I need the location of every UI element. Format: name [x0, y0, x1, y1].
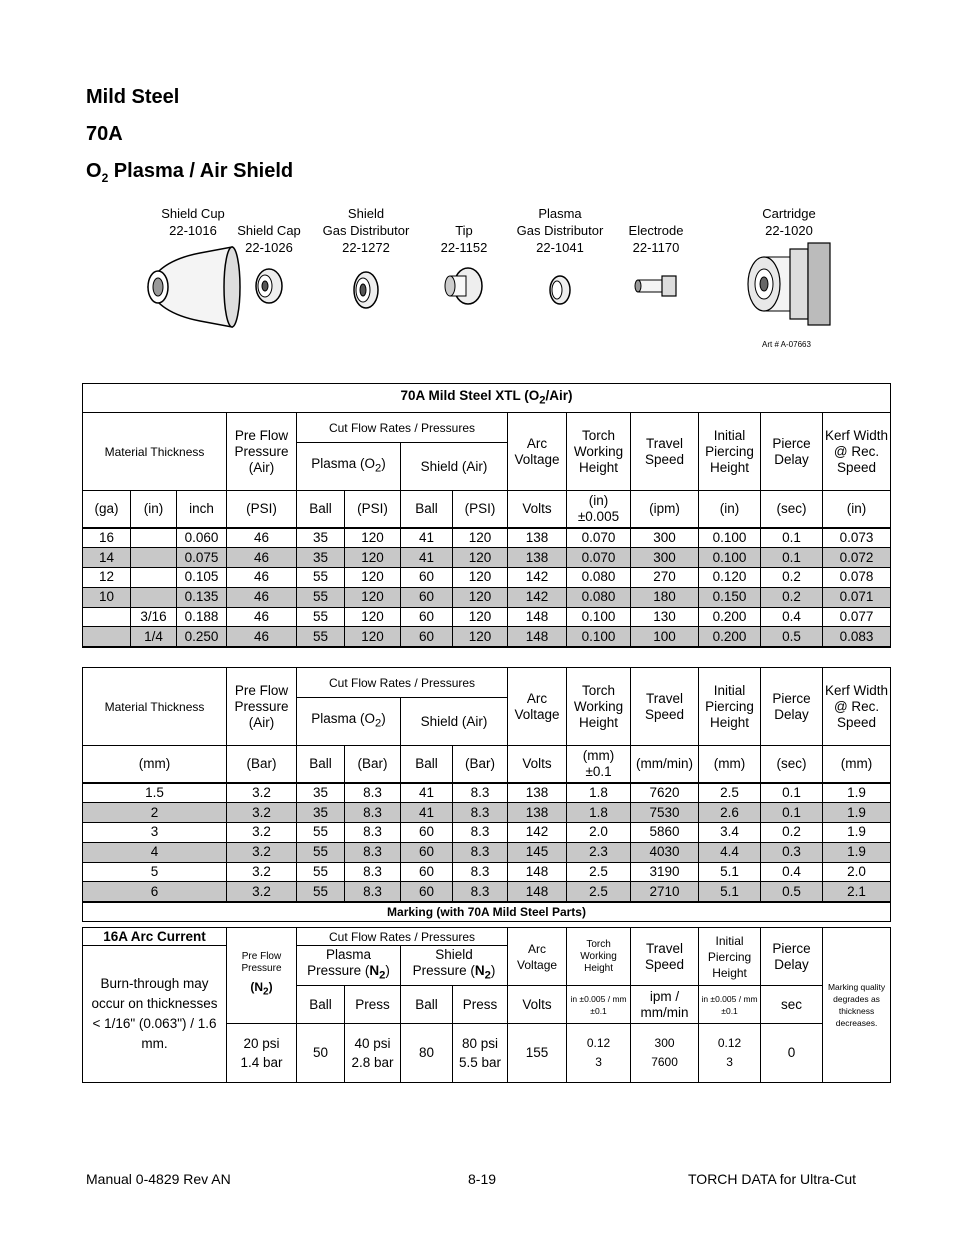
shield-gas-distributor-drawing — [318, 256, 414, 318]
table-cell: 0.135 — [177, 587, 227, 607]
unit-cell: (PSI) — [345, 491, 401, 528]
part-name: Shield Cap — [237, 223, 301, 238]
marking-travel-speed-header: Travel Speed — [631, 928, 699, 986]
header-torch-height: Torch Working Height — [567, 413, 631, 491]
value-press1: 40 psi 2.8 bar — [345, 1024, 401, 1083]
marking-title: Marking (with 70A Mild Steel Parts) — [83, 902, 891, 921]
table-row — [83, 607, 891, 627]
table-cell: 55 — [297, 607, 345, 627]
table-cell: 0.075 — [177, 548, 227, 568]
table-cell: 145 — [508, 842, 567, 862]
table-cell: 60 — [401, 882, 453, 902]
unit-cell: (Bar) — [453, 746, 508, 783]
table-cell: 35 — [297, 783, 345, 803]
table-row — [83, 783, 891, 803]
consumable-parts — [0, 205, 954, 350]
table-cell: 8.3 — [453, 803, 508, 823]
table-cell: 41 — [401, 783, 453, 803]
unit-press: Press — [453, 986, 508, 1024]
table-cell: 12 — [83, 568, 131, 588]
table-cell: 1.9 — [823, 803, 891, 823]
table-cell: 7530 — [631, 803, 699, 823]
footer-manual: Manual 0-4829 Rev AN — [86, 1171, 231, 1187]
shield-top-label: Shield — [435, 947, 473, 963]
table-cell: 148 — [508, 862, 567, 882]
unit-cell: (mm/min) — [631, 746, 699, 783]
table-cell: 0.1 — [761, 783, 823, 803]
table-cell: 1.8 — [567, 783, 631, 803]
pre-flow-label: Pre Flow Pressure — [241, 950, 282, 974]
table-cell: 0.080 — [567, 568, 631, 588]
table-cell: 0.070 — [567, 528, 631, 548]
marking-initial-piercing-header: Initial Piercing Height — [699, 928, 761, 986]
part-plasma-gas-distributor — [512, 205, 608, 318]
table-cell: 3190 — [631, 862, 699, 882]
table-cell: 3.2 — [227, 842, 297, 862]
table-cell: 2.0 — [823, 862, 891, 882]
marking-torch-height-header: Torch Working Height — [567, 928, 631, 986]
header-plasma: Plasma $(O_2)$ — [297, 698, 401, 746]
table-row — [83, 862, 891, 882]
table-cell: 100 — [631, 627, 699, 647]
table-cell: 0.5 — [761, 882, 823, 902]
table-cell: 0.1 — [761, 548, 823, 568]
pre-flow-gas: $(N_2)$ — [250, 979, 273, 998]
unit-pierce: in ±0.005 / mm ±0.1 — [699, 986, 761, 1024]
unit-torch: in ±0.005 / mm ±0.1 — [567, 986, 631, 1024]
table-row — [83, 627, 891, 647]
unit-ball: Ball — [297, 986, 345, 1024]
part-name-2: Gas Distributor — [322, 223, 410, 238]
table-row — [83, 803, 891, 823]
marking-pierce-delay-header: Pierce Delay — [761, 928, 823, 986]
table-cell: 55 — [297, 862, 345, 882]
table2-data — [83, 783, 891, 903]
table-cell: 46 — [227, 548, 297, 568]
table-cell: 0.078 — [823, 568, 891, 588]
table-row — [83, 568, 891, 588]
table-cell: 148 — [508, 627, 567, 647]
header-initial-piercing: Initial Piercing Height — [699, 413, 761, 491]
table-cell: 138 — [508, 528, 567, 548]
unit-cell: inch — [177, 491, 227, 528]
table-cell: 4030 — [631, 842, 699, 862]
table-cell: 3.2 — [227, 803, 297, 823]
part-number: 22-1016 — [169, 223, 217, 238]
table-cell: 0.150 — [699, 587, 761, 607]
part-tip — [434, 222, 494, 318]
unit-cell: Ball — [401, 746, 453, 783]
table-cell: 8.3 — [453, 823, 508, 843]
table-cell: 2 — [83, 803, 227, 823]
table-cell: 120 — [453, 587, 508, 607]
value-speed: 300 7600 — [631, 1024, 699, 1083]
part-name: Shield — [347, 206, 385, 221]
header-torch-height: Torch Working Height — [567, 668, 631, 746]
table-cell: 120 — [453, 548, 508, 568]
table-cell: 1.8 — [567, 803, 631, 823]
table-cell: 4.4 — [699, 842, 761, 862]
value-delay: 0 — [761, 1024, 823, 1083]
title-amperage: 70A — [86, 123, 123, 145]
table-cell: 60 — [401, 862, 453, 882]
table-cell: 0.5 — [761, 627, 823, 647]
part-name: Plasma — [538, 206, 582, 221]
table-cell — [131, 568, 177, 588]
table-cell: 60 — [401, 607, 453, 627]
table-cell: 35 — [297, 528, 345, 548]
unit-cell: Volts — [508, 491, 567, 528]
table-cell: 2.5 — [567, 862, 631, 882]
table-cell: 4 — [83, 842, 227, 862]
table-cell: 8.3 — [345, 842, 401, 862]
table-cell: 10 — [83, 587, 131, 607]
table-cell: 0.1 — [761, 528, 823, 548]
table-cell: 46 — [227, 528, 297, 548]
unit-cell: (ipm) — [631, 491, 699, 528]
unit-cell: Ball — [401, 491, 453, 528]
table-cell: 46 — [227, 627, 297, 647]
table-cell: 2710 — [631, 882, 699, 902]
part-shield-gas-distributor — [318, 205, 414, 318]
unit-cell: (mm) — [823, 746, 891, 783]
table-row — [83, 823, 891, 843]
table-cell: 55 — [297, 568, 345, 588]
table-cell: 148 — [508, 882, 567, 902]
header-material-thickness: Material Thickness — [83, 668, 227, 746]
unit-cell: (sec) — [761, 746, 823, 783]
header-material-thickness: Material Thickness — [83, 413, 227, 491]
table-row — [83, 528, 891, 548]
table-cell: 6 — [83, 882, 227, 902]
table-cell: 120 — [345, 528, 401, 548]
table-cell — [83, 607, 131, 627]
header-pre-flow: Pre Flow Pressure (Air) — [227, 668, 297, 746]
table-row — [83, 842, 891, 862]
table-cell: 16 — [83, 528, 131, 548]
table-cell: 1.9 — [823, 842, 891, 862]
table-cell: 120 — [453, 607, 508, 627]
unit-cell: (in) — [823, 491, 891, 528]
cartridge-drawing — [740, 239, 838, 334]
table-cell: 60 — [401, 587, 453, 607]
table-cell: 55 — [297, 882, 345, 902]
plasma-gas-distributor-drawing — [512, 256, 608, 318]
table-marking — [82, 927, 891, 1083]
table-cell — [83, 627, 131, 647]
table-cell: 55 — [297, 627, 345, 647]
table-cell: 0.200 — [699, 627, 761, 647]
table-cell: 35 — [297, 803, 345, 823]
table-cell: 120 — [345, 568, 401, 588]
table-cell: 1.9 — [823, 823, 891, 843]
units-row — [83, 746, 891, 783]
art-number: Art # A-07663 — [762, 340, 811, 349]
table-cell: 0.100 — [699, 528, 761, 548]
part-number: 22-1020 — [765, 223, 813, 238]
table-cell: 3 — [83, 823, 227, 843]
table-cell: 0.1 — [761, 803, 823, 823]
unit-cell: (mm) — [83, 746, 227, 783]
header-arc-voltage: Arc Voltage — [508, 413, 567, 491]
tip-drawing — [434, 256, 494, 318]
table-cell: 0.100 — [567, 627, 631, 647]
header-travel-speed: Travel Speed — [631, 413, 699, 491]
table-cell: 8.3 — [345, 823, 401, 843]
table-cell: 142 — [508, 568, 567, 588]
electrode-drawing — [626, 256, 686, 318]
table-cell: 2.5 — [567, 882, 631, 902]
table-cell: 2.5 — [699, 783, 761, 803]
unit-sec: sec — [761, 986, 823, 1024]
unit-ball: Ball — [401, 986, 453, 1024]
table-cell: 120 — [453, 568, 508, 588]
table-row — [83, 548, 891, 568]
table-cell: 8.3 — [345, 862, 401, 882]
header-plasma: Plasma $(O_2)$ — [297, 443, 401, 491]
part-cartridge — [740, 205, 838, 334]
table-cell: 138 — [508, 548, 567, 568]
table-cell: 3.2 — [227, 823, 297, 843]
table-cell: 0.120 — [699, 568, 761, 588]
table-cell: 0.070 — [567, 548, 631, 568]
marking-quality-note: Marking quality degrades as thickness decreases. — [823, 928, 891, 1083]
header-kerf-width: Kerf Width @ Rec. Speed — [823, 413, 891, 491]
table-cell: 60 — [401, 842, 453, 862]
table1-title: 70A Mild Steel XTL $(O_2/Air)$ — [83, 384, 891, 413]
table-cell: 3.2 — [227, 862, 297, 882]
table-cell: 0.250 — [177, 627, 227, 647]
table-cell: 8.3 — [345, 803, 401, 823]
unit-volts: Volts — [508, 986, 567, 1024]
table-cell: 46 — [227, 587, 297, 607]
table-cell: 0.2 — [761, 587, 823, 607]
part-number: 22-1152 — [440, 240, 488, 255]
table-cell: 8.3 — [453, 842, 508, 862]
table-cell: 8.3 — [345, 783, 401, 803]
part-name: Shield Cup — [161, 206, 225, 221]
table-imperial — [82, 383, 891, 648]
header-travel-speed: Travel Speed — [631, 668, 699, 746]
burn-through-note: Burn-through may occur on thicknesses < 1/16" (0.063") / 1.6 mm. — [83, 946, 227, 1083]
header-pierce-delay: Pierce Delay — [761, 668, 823, 746]
units-row — [83, 491, 891, 528]
table-cell: 1.5 — [83, 783, 227, 803]
table-cell: 5.1 — [699, 862, 761, 882]
table-cell: 41 — [401, 803, 453, 823]
table-cell: 0.2 — [761, 823, 823, 843]
table-cell: 0.188 — [177, 607, 227, 627]
table-cell: 0.060 — [177, 528, 227, 548]
table-cell: 5 — [83, 862, 227, 882]
table-cell: 46 — [227, 607, 297, 627]
table-cell: 0.100 — [567, 607, 631, 627]
unit-cell: (ga) — [83, 491, 131, 528]
table-cell: 130 — [631, 607, 699, 627]
table-cell: 2.0 — [567, 823, 631, 843]
table-cell — [131, 548, 177, 568]
table-cell: 120 — [345, 548, 401, 568]
unit-speed: ipm / mm/min — [631, 986, 699, 1024]
table-cell: 138 — [508, 803, 567, 823]
table-cell: 300 — [631, 548, 699, 568]
table-cell: 120 — [345, 607, 401, 627]
table-cell: 3.2 — [227, 783, 297, 803]
unit-cell: Volts — [508, 746, 567, 783]
table-cell: 8.3 — [453, 783, 508, 803]
table1-data — [83, 528, 891, 648]
unit-cell: (mm) — [699, 746, 761, 783]
part-electrode — [626, 222, 686, 318]
value-press2: 80 psi 5.5 bar — [453, 1024, 508, 1083]
unit-press: Press — [345, 986, 401, 1024]
table-cell: 0.073 — [823, 528, 891, 548]
table-cell: 300 — [631, 528, 699, 548]
table-cell: 41 — [401, 548, 453, 568]
table-cell: 0.4 — [761, 862, 823, 882]
part-number: 22-1170 — [632, 240, 680, 255]
unit-cell: (Bar) — [345, 746, 401, 783]
marking-shield-header — [401, 946, 508, 986]
table-cell: 0.4 — [761, 607, 823, 627]
table-cell: 138 — [508, 783, 567, 803]
value-pierce: 0.12 3 — [699, 1024, 761, 1083]
table-cell: 5.1 — [699, 882, 761, 902]
value-volts: 155 — [508, 1024, 567, 1083]
table-cell — [131, 587, 177, 607]
table-cell: 14 — [83, 548, 131, 568]
table-cell: 2.3 — [567, 842, 631, 862]
part-name-2: Gas Distributor — [516, 223, 604, 238]
table-cell: 2.1 — [823, 882, 891, 902]
marking-arc-voltage-header: Arc Voltage — [508, 928, 567, 986]
table-cell: 120 — [345, 627, 401, 647]
table-cell: 8.3 — [453, 882, 508, 902]
table-cell: 142 — [508, 823, 567, 843]
title-gas: $O_2$ Plasma / Air Shield — [86, 160, 294, 185]
header-initial-piercing: Initial Piercing Height — [699, 668, 761, 746]
table-cell: 0.083 — [823, 627, 891, 647]
value-torch: 0.12 3 — [567, 1024, 631, 1083]
shield-bottom-label: Pressure $(N_2)$ — [412, 963, 496, 982]
table-cell: 0.105 — [177, 568, 227, 588]
header-cut-flow: Cut Flow Rates / Pressures — [297, 413, 508, 443]
table-metric — [82, 667, 891, 922]
unit-cell: (PSI) — [453, 491, 508, 528]
table-cell: 1/4 — [131, 627, 177, 647]
table-cell: 148 — [508, 607, 567, 627]
table-cell: 60 — [401, 627, 453, 647]
table-cell: 8.3 — [345, 882, 401, 902]
arc-current-label: 16A Arc Current — [83, 928, 227, 946]
table-cell: 41 — [401, 528, 453, 548]
table-cell: 0.100 — [699, 548, 761, 568]
header-shield: Shield (Air) — [401, 698, 508, 746]
table-cell: 120 — [345, 587, 401, 607]
unit-cell: (Bar) — [227, 746, 297, 783]
table-cell: 120 — [453, 528, 508, 548]
table-cell: 0.200 — [699, 607, 761, 627]
table-cell: 3.4 — [699, 823, 761, 843]
table-cell: 180 — [631, 587, 699, 607]
table-cell: 2.6 — [699, 803, 761, 823]
value-pre-flow: 20 psi 1.4 bar — [227, 1024, 297, 1083]
table-cell: 0.2 — [761, 568, 823, 588]
table-cell: 46 — [227, 568, 297, 588]
shield-cap-drawing — [232, 256, 306, 318]
part-name: Electrode — [628, 223, 684, 238]
unit-cell: (PSI) — [227, 491, 297, 528]
title-material: Mild Steel — [86, 86, 180, 108]
table-cell: 55 — [297, 587, 345, 607]
table-cell: 60 — [401, 823, 453, 843]
header-arc-voltage: Arc Voltage — [508, 668, 567, 746]
table-cell: 0.072 — [823, 548, 891, 568]
table-cell: 0.080 — [567, 587, 631, 607]
unit-cell: (in) — [699, 491, 761, 528]
marking-plasma-header — [297, 946, 401, 986]
part-number: 22-1041 — [536, 240, 584, 255]
table-row — [83, 587, 891, 607]
plasma-bottom-label: Pressure $(N_2)$ — [307, 963, 390, 982]
table-cell: 55 — [297, 823, 345, 843]
table-cell: 270 — [631, 568, 699, 588]
unit-cell: (sec) — [761, 491, 823, 528]
table-cell — [131, 528, 177, 548]
header-cut-flow: Cut Flow Rates / Pressures — [297, 668, 508, 698]
marking-pre-flow-header — [227, 928, 297, 1024]
header-pre-flow: Pre Flow Pressure (Air) — [227, 413, 297, 491]
value-ball2: 80 — [401, 1024, 453, 1083]
part-name: Cartridge — [762, 206, 816, 221]
table-cell: 35 — [297, 548, 345, 568]
value-ball1: 50 — [297, 1024, 345, 1083]
table-cell: 1.9 — [823, 783, 891, 803]
table-cell: 3/16 — [131, 607, 177, 627]
unit-cell: (in) — [131, 491, 177, 528]
table-cell: 55 — [297, 842, 345, 862]
table-cell: 0.071 — [823, 587, 891, 607]
part-number: 22-1272 — [342, 240, 390, 255]
marking-cut-flow-header: Cut Flow Rates / Pressures — [297, 928, 508, 946]
table-cell: 0.077 — [823, 607, 891, 627]
table-cell: 60 — [401, 568, 453, 588]
table-cell: 120 — [453, 627, 508, 647]
unit-cell: Ball — [297, 746, 345, 783]
footer-page-number: 8-19 — [468, 1171, 497, 1187]
header-shield: Shield (Air) — [401, 443, 508, 491]
table-cell: 5860 — [631, 823, 699, 843]
part-number: 22-1026 — [245, 240, 293, 255]
table-cell: 3.2 — [227, 882, 297, 902]
table-cell: 7620 — [631, 783, 699, 803]
unit-cell: (mm) ±0.1 — [567, 746, 631, 783]
part-name: Tip — [455, 223, 473, 238]
table-cell: 142 — [508, 587, 567, 607]
plasma-top-label: Plasma — [325, 947, 371, 963]
table-cell: 0.3 — [761, 842, 823, 862]
footer-section: TORCH DATA for Ultra-Cut — [688, 1171, 857, 1187]
table-row — [83, 882, 891, 902]
table-cell: 8.3 — [453, 862, 508, 882]
header-kerf-width: Kerf Width @ Rec. Speed — [823, 668, 891, 746]
unit-cell: Ball — [297, 491, 345, 528]
part-shield-cap — [232, 222, 306, 318]
unit-cell: (in) ±0.005 — [567, 491, 631, 528]
header-pierce-delay: Pierce Delay — [761, 413, 823, 491]
